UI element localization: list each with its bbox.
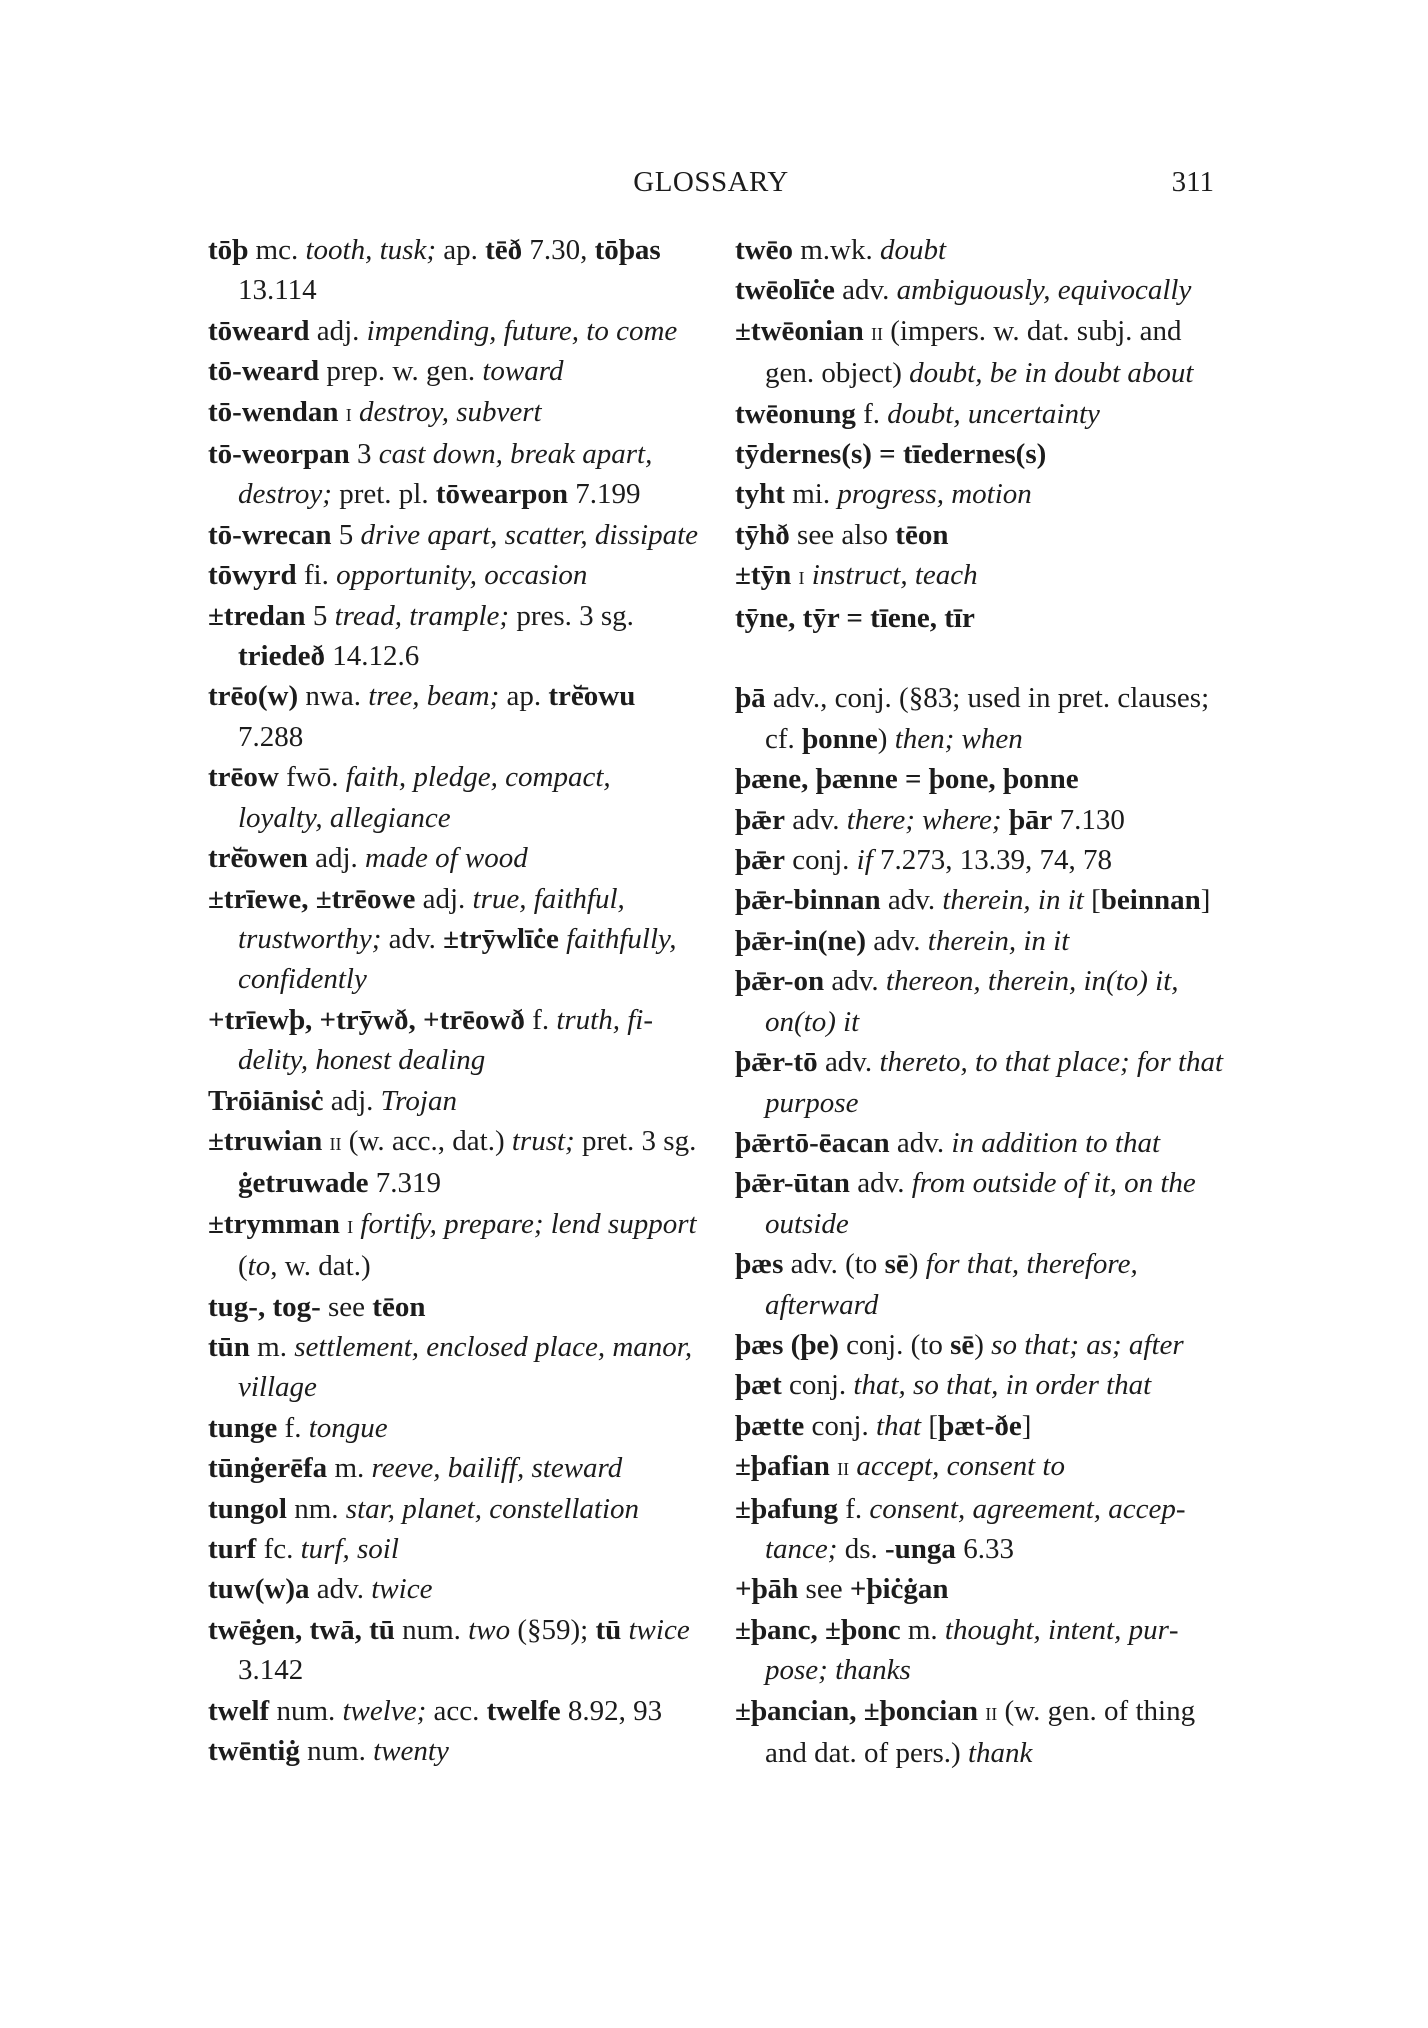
glossary-entry bbox=[208, 1610, 698, 1691]
class-marker: ii bbox=[985, 1698, 998, 1726]
grammar-note: ] bbox=[1200, 884, 1211, 917]
grammar-note: 7.30, bbox=[522, 234, 595, 266]
glossary-entry bbox=[735, 555, 1225, 597]
headword: ±tȳn bbox=[735, 559, 792, 592]
grammar-note: ( bbox=[238, 1250, 248, 1283]
grammar-note: 3 bbox=[349, 438, 379, 471]
glossary-entry bbox=[735, 1610, 1225, 1691]
grammar-note: num. bbox=[394, 1613, 469, 1646]
glossary-entry bbox=[735, 1325, 1225, 1365]
grammar-note: adv. bbox=[824, 965, 886, 998]
headword: twēntiġ bbox=[208, 1735, 300, 1768]
grammar-note: f. bbox=[277, 1411, 309, 1444]
definition: therein, in it bbox=[942, 884, 1084, 917]
definition: thereto, to that place; for that purpose bbox=[765, 1046, 1224, 1119]
definition: there; where; bbox=[846, 803, 1002, 836]
grammar-note: ap. bbox=[435, 234, 486, 266]
definition: faith, pledge, compact, loyalty, allegiance bbox=[238, 761, 611, 834]
definition: settlement, enclosed place, manor, village bbox=[238, 1330, 693, 1404]
grammar-note: adv. bbox=[849, 1167, 912, 1200]
grammar-note: [ bbox=[921, 1409, 938, 1442]
headword: trēow bbox=[208, 761, 279, 794]
headword: þæs (þe) bbox=[735, 1328, 839, 1361]
headword: þǣr-on bbox=[735, 965, 825, 998]
grammar-note: acc. bbox=[426, 1694, 487, 1727]
class-marker: i bbox=[345, 399, 352, 427]
glossary-entry bbox=[735, 961, 1225, 1042]
headword: ±twēonian bbox=[735, 314, 864, 347]
definition: faithfully, confidently bbox=[238, 922, 677, 996]
glossary-entry bbox=[735, 1569, 1225, 1609]
headword: tēon bbox=[895, 518, 949, 551]
glossary-entry bbox=[208, 879, 698, 1000]
definition: fortify, prepare; lend support bbox=[360, 1207, 697, 1240]
headword: þā bbox=[735, 682, 766, 715]
glossary-entry bbox=[208, 1408, 698, 1448]
glossary-entry bbox=[208, 1327, 698, 1408]
glossary-entry bbox=[208, 392, 698, 434]
glossary-entry bbox=[735, 1406, 1225, 1446]
grammar-note bbox=[864, 315, 871, 347]
running-title: GLOSSARY bbox=[633, 166, 789, 198]
headword: þæs bbox=[735, 1248, 784, 1281]
glossary-entry bbox=[208, 1000, 698, 1081]
headword: sē bbox=[950, 1328, 975, 1361]
grammar-note: (w. acc., dat.) bbox=[341, 1124, 512, 1157]
headword: tū bbox=[595, 1613, 622, 1646]
headword: tō-wendan bbox=[208, 395, 339, 428]
definition: impending, future, to come bbox=[366, 314, 678, 347]
headword: tēon bbox=[372, 1290, 426, 1323]
definition: progress, motion bbox=[837, 478, 1032, 511]
class-marker: i bbox=[347, 1211, 354, 1239]
headword: tȳhð bbox=[735, 518, 790, 551]
headword: þǣr-in(ne) bbox=[735, 924, 867, 957]
grammar-note: pret. 3 sg. bbox=[574, 1124, 697, 1157]
grammar-note: adv. bbox=[309, 1573, 372, 1606]
definition: true, faithful, trustworthy; bbox=[238, 882, 625, 955]
definition: opportunity, occasion bbox=[336, 559, 588, 592]
grammar-note bbox=[339, 396, 346, 428]
glossary-entry bbox=[735, 598, 1225, 638]
definition: turf, soil bbox=[300, 1533, 399, 1565]
grammar-note: ) bbox=[974, 1328, 992, 1361]
headword: tō-weard bbox=[208, 355, 320, 388]
grammar-note: see also bbox=[789, 518, 896, 551]
definition: trust; bbox=[511, 1124, 575, 1157]
definition: twenty bbox=[373, 1735, 449, 1768]
definition: drive apart, scatter, dissipate bbox=[360, 518, 698, 551]
grammar-note: m.wk. bbox=[792, 234, 880, 266]
grammar-note: fi. bbox=[296, 559, 337, 592]
definition: then; when bbox=[894, 722, 1023, 755]
grammar-note: (§59); bbox=[510, 1613, 596, 1646]
definition: accept, consent to bbox=[856, 1450, 1065, 1483]
headword: tȳdernes(s) = tīedernes(s) bbox=[735, 438, 1047, 471]
headword: ±þafian bbox=[735, 1450, 830, 1483]
headword: tēð bbox=[485, 234, 523, 266]
grammar-note: ap. bbox=[499, 680, 549, 713]
grammar-note: adv. bbox=[834, 274, 897, 307]
definition: ambiguously, equivocally bbox=[896, 274, 1192, 307]
headword: þæt-ðe bbox=[938, 1409, 1022, 1442]
headword: twēonung bbox=[735, 397, 856, 430]
headword: þǣr-binnan bbox=[735, 884, 881, 917]
grammar-note: adv. bbox=[866, 924, 928, 957]
headword: sē bbox=[884, 1248, 909, 1281]
grammar-note: fwō. bbox=[278, 761, 346, 794]
grammar-note: f. bbox=[524, 1003, 557, 1036]
glossary-entry bbox=[735, 921, 1225, 961]
headword: twēolīċe bbox=[735, 274, 835, 307]
headword: tōþ bbox=[208, 234, 249, 266]
grammar-note: 8.92, 93 bbox=[560, 1694, 663, 1727]
grammar-note: 7.273, 13.39, 74, 78 bbox=[872, 844, 1113, 877]
definition: that bbox=[875, 1409, 922, 1442]
definition: made of wood bbox=[365, 842, 528, 875]
grammar-note: adj. bbox=[307, 842, 366, 875]
grammar-note: 14.12.6 bbox=[324, 640, 420, 673]
grammar-note: adv. (to bbox=[783, 1248, 885, 1281]
grammar-note: 13.114 bbox=[238, 274, 317, 307]
grammar-note: prep. w. gen. bbox=[319, 355, 483, 388]
grammar-note: 7.288 bbox=[238, 720, 304, 753]
headword: ±truwian bbox=[208, 1124, 323, 1157]
headword: tūn bbox=[208, 1330, 250, 1363]
grammar-note: ds. bbox=[837, 1532, 886, 1565]
definition: cast down, break apart, destroy; bbox=[238, 438, 653, 511]
grammar-note: ] bbox=[1021, 1409, 1032, 1442]
definition: twice bbox=[628, 1613, 690, 1646]
definition: twice bbox=[371, 1573, 433, 1606]
glossary-entry bbox=[208, 1448, 698, 1488]
headword: beinnan bbox=[1100, 884, 1201, 917]
headword: ±þafung bbox=[735, 1492, 838, 1525]
page-number: 311 bbox=[1171, 166, 1214, 198]
glossary-entry bbox=[208, 230, 698, 311]
glossary-entry bbox=[735, 1123, 1225, 1163]
section-gap bbox=[735, 638, 1225, 678]
headword: tō-weorpan bbox=[208, 438, 350, 471]
headword: tūnġerēfa bbox=[208, 1452, 328, 1485]
headword: ±tredan bbox=[208, 599, 306, 632]
glossary-entry bbox=[208, 1081, 698, 1121]
headword: +trīewþ, +trȳwð, +trēowð bbox=[208, 1003, 525, 1036]
glossary-entry bbox=[735, 1163, 1225, 1244]
headword: ±trȳwlīċe bbox=[443, 922, 559, 955]
grammar-note bbox=[1002, 804, 1009, 836]
glossary-entry bbox=[208, 1691, 698, 1731]
definition: therein, in it bbox=[927, 924, 1070, 957]
definition: in addition to that bbox=[951, 1126, 1161, 1159]
headword: tōwearpon bbox=[435, 478, 568, 511]
glossary-entry bbox=[208, 1287, 698, 1327]
definition: tooth, tusk; bbox=[305, 234, 436, 266]
grammar-note: adj. bbox=[323, 1084, 381, 1117]
grammar-note: adv. bbox=[889, 1126, 952, 1159]
definition: that, so that, in order that bbox=[853, 1369, 1152, 1402]
grammar-note bbox=[352, 396, 359, 428]
headword: ġetruwade bbox=[238, 1167, 369, 1200]
definition: from outside of it, on the outside bbox=[765, 1167, 1196, 1240]
headword: -unga bbox=[885, 1532, 956, 1565]
grammar-note: ) bbox=[908, 1248, 926, 1281]
class-marker: i bbox=[798, 563, 805, 591]
headword: tōwyrd bbox=[208, 559, 297, 592]
grammar-note: pres. 3 sg. bbox=[509, 599, 634, 632]
headword: +þāh bbox=[735, 1573, 799, 1606]
grammar-note: adv. bbox=[817, 1046, 880, 1079]
definition: destroy, subvert bbox=[359, 395, 542, 428]
grammar-note: fc. bbox=[256, 1533, 301, 1565]
definition: two bbox=[468, 1613, 511, 1646]
glossary-entry bbox=[735, 311, 1225, 394]
headword: ±trymman bbox=[208, 1207, 340, 1240]
definition: instruct, teach bbox=[811, 559, 978, 592]
grammar-note: m. bbox=[249, 1330, 295, 1363]
grammar-note: adj. bbox=[415, 882, 473, 915]
grammar-note: nwa. bbox=[298, 680, 369, 713]
glossary-entry bbox=[735, 880, 1225, 920]
grammar-note: nm. bbox=[286, 1492, 346, 1525]
headword: þǣr-tō bbox=[735, 1046, 818, 1079]
headword: trēo(w) bbox=[208, 680, 299, 713]
glossary-entry bbox=[735, 474, 1225, 514]
grammar-note: m. bbox=[327, 1452, 372, 1485]
grammar-note: 5 bbox=[305, 599, 335, 632]
glossary-entry bbox=[735, 394, 1225, 434]
headword: þonne bbox=[802, 722, 878, 755]
grammar-note: f. bbox=[855, 397, 888, 430]
definition: so that; as; after bbox=[991, 1328, 1184, 1361]
glossary-entry bbox=[735, 434, 1225, 474]
headword: tungol bbox=[208, 1492, 287, 1525]
grammar-note: 7.199 bbox=[567, 478, 641, 511]
headword: twēo bbox=[735, 234, 793, 266]
grammar-note: conj. bbox=[804, 1409, 876, 1442]
definition: tree, beam; bbox=[368, 680, 500, 713]
glossary-entry bbox=[208, 351, 698, 391]
headword: tōþas bbox=[594, 234, 661, 266]
glossary-column-right bbox=[735, 230, 1225, 1773]
headword: turf bbox=[208, 1533, 257, 1565]
grammar-note: 7.319 bbox=[368, 1167, 441, 1200]
headword: tōweard bbox=[208, 314, 310, 347]
grammar-note: [ bbox=[1083, 884, 1101, 917]
class-marker: ii bbox=[870, 318, 883, 346]
definition: for that, therefore, afterward bbox=[765, 1248, 1138, 1321]
class-marker: ii bbox=[329, 1128, 342, 1156]
definition: if bbox=[856, 844, 873, 877]
glossary-entry bbox=[208, 1731, 698, 1771]
grammar-note: mc. bbox=[248, 234, 306, 266]
grammar-note: adj. bbox=[309, 314, 367, 347]
glossary-entry bbox=[735, 230, 1225, 270]
definition: doubt, be in doubt about bbox=[909, 357, 1194, 390]
glossary-entry bbox=[208, 757, 698, 838]
definition: reeve, bailiff, steward bbox=[371, 1452, 623, 1485]
grammar-note: 7.130 bbox=[1052, 803, 1125, 836]
definition: doubt bbox=[879, 234, 947, 266]
headword: ±trīewe, ±trēowe bbox=[208, 882, 416, 915]
grammar-note: adv. bbox=[784, 803, 847, 836]
grammar-note bbox=[621, 1614, 628, 1646]
glossary-entry bbox=[735, 1042, 1225, 1123]
grammar-note: m. bbox=[900, 1613, 945, 1646]
headword: trĕ̄owu bbox=[548, 680, 636, 713]
glossary-entry bbox=[208, 1204, 698, 1287]
class-marker: ii bbox=[837, 1454, 850, 1482]
glossary-entry bbox=[735, 1489, 1225, 1570]
headword: þār bbox=[1008, 803, 1053, 836]
grammar-note: conj. bbox=[781, 1369, 854, 1402]
grammar-note: (impers. w. dat. subj. and gen. object) bbox=[765, 314, 1182, 390]
grammar-note: mi. bbox=[784, 478, 838, 511]
headword: triedeð bbox=[238, 640, 325, 673]
definition: to bbox=[247, 1250, 271, 1283]
page-header bbox=[208, 166, 1214, 206]
definition: thank bbox=[967, 1737, 1033, 1770]
glossary-entry bbox=[208, 434, 698, 515]
headword: þæt bbox=[735, 1369, 782, 1402]
headword: þǣrtō-ēacan bbox=[735, 1126, 890, 1159]
grammar-note: pret. pl. bbox=[331, 478, 436, 511]
glossary-entry bbox=[208, 1121, 698, 1204]
grammar-note: see bbox=[320, 1290, 373, 1323]
grammar-note: , w. dat.) bbox=[270, 1250, 371, 1283]
glossary-entry bbox=[208, 1529, 698, 1569]
headword: þǣr bbox=[735, 844, 785, 877]
definition: truth, fidelity, honest dealing bbox=[238, 1003, 654, 1077]
glossary-entry bbox=[208, 311, 698, 351]
headword: tō-wrecan bbox=[208, 518, 332, 551]
headword: tuw(w)a bbox=[208, 1573, 310, 1606]
headword: ±þancian, ±þoncian bbox=[735, 1694, 978, 1727]
glossary-entry bbox=[208, 1569, 698, 1609]
headword: þǣr-ūtan bbox=[735, 1167, 850, 1200]
headword: twēġen, twā, tū bbox=[208, 1613, 395, 1646]
headword: Trōiānisċ bbox=[208, 1084, 324, 1117]
definition: tread, trample; bbox=[334, 599, 510, 632]
glossary-column-left bbox=[208, 230, 698, 1771]
grammar-note: ) bbox=[877, 722, 895, 755]
grammar-note: 3.142 bbox=[238, 1654, 304, 1687]
definition: thereon, therein, in(to) it, on(to) it bbox=[765, 965, 1179, 1038]
grammar-note: num. bbox=[269, 1694, 343, 1727]
grammar-note: conj. bbox=[784, 844, 857, 877]
grammar-note: num. bbox=[299, 1735, 374, 1768]
glossary-entry bbox=[735, 840, 1225, 880]
grammar-note: conj. (to bbox=[838, 1328, 951, 1361]
definition: consent, agreement, acceptance; bbox=[765, 1492, 1186, 1565]
definition: Trojan bbox=[380, 1084, 457, 1117]
definition: doubt, uncertainty bbox=[887, 397, 1100, 430]
grammar-note: see bbox=[798, 1573, 850, 1606]
definition: thought, intent, purpose; thanks bbox=[765, 1613, 1179, 1687]
grammar-note: adv. bbox=[381, 922, 444, 955]
headword: tunge bbox=[208, 1411, 278, 1444]
headword: þætte bbox=[735, 1409, 805, 1442]
headword: twelfe bbox=[486, 1694, 561, 1727]
glossary-entry bbox=[208, 596, 698, 677]
headword: twelf bbox=[208, 1694, 270, 1727]
glossary-entry bbox=[735, 678, 1225, 759]
grammar-note: 6.33 bbox=[955, 1532, 1014, 1565]
glossary-entry bbox=[735, 800, 1225, 840]
glossary-entry bbox=[735, 1365, 1225, 1405]
headword: þǣr bbox=[735, 803, 785, 836]
grammar-note bbox=[804, 559, 811, 591]
glossary-entry bbox=[735, 1691, 1225, 1774]
definition: tongue bbox=[308, 1411, 388, 1444]
headword: ±þanc, ±þonc bbox=[735, 1613, 901, 1646]
grammar-note: f. bbox=[837, 1492, 870, 1525]
grammar-note: 5 bbox=[331, 518, 361, 551]
headword: trĕ̄owen bbox=[208, 842, 308, 875]
headword: tyht bbox=[735, 478, 785, 511]
headword: þæne, þænne = þone, þonne bbox=[735, 763, 1079, 796]
glossary-entry bbox=[208, 838, 698, 878]
headword: tug-, tog- bbox=[208, 1290, 321, 1323]
grammar-note: (w. gen. of thing and dat. of pers.) bbox=[765, 1694, 1196, 1770]
definition: star, planet, constellation bbox=[345, 1492, 640, 1525]
definition: twelve; bbox=[342, 1694, 427, 1727]
glossary-entry bbox=[208, 555, 698, 595]
headword: +þiċġan bbox=[849, 1573, 949, 1606]
glossary-entry bbox=[735, 1446, 1225, 1488]
glossary-entry bbox=[735, 1244, 1225, 1325]
grammar-note: adv. bbox=[880, 884, 943, 917]
glossary-entry bbox=[735, 515, 1225, 555]
headword: tȳne, tȳr = tīene, tīr bbox=[735, 601, 975, 634]
glossary-entry bbox=[208, 515, 698, 555]
glossary-entry bbox=[208, 676, 698, 757]
definition: toward bbox=[482, 355, 564, 388]
glossary-entry bbox=[735, 270, 1225, 310]
grammar-note: adv., conj. (§83; used in pret. clauses; cf. bbox=[765, 682, 1210, 755]
glossary-entry bbox=[735, 759, 1225, 799]
glossary-entry bbox=[208, 1489, 698, 1529]
